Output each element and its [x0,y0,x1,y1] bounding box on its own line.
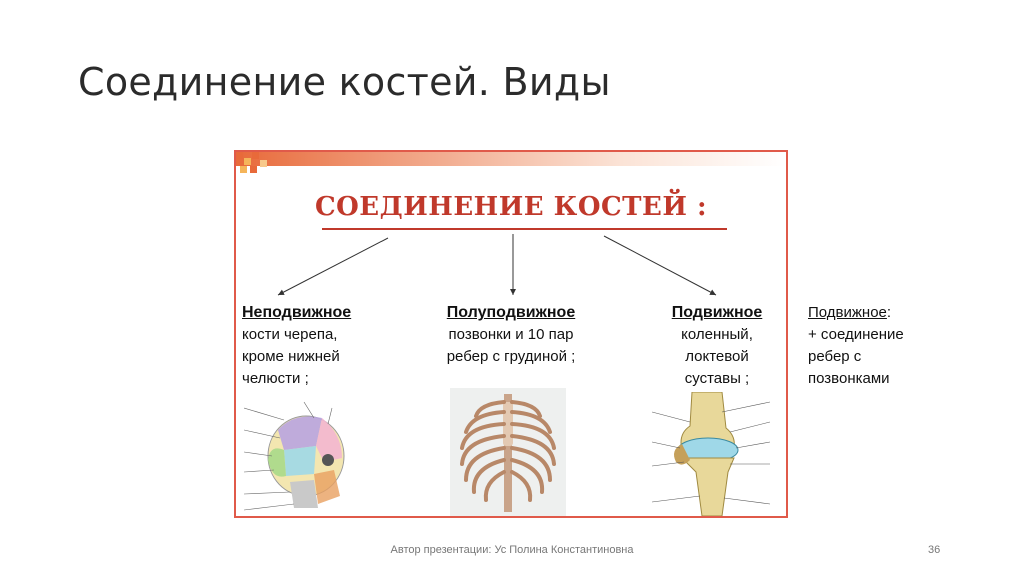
joint-type-immovable [242,302,351,390]
side-note [808,302,904,390]
joint-type-line: позвонки и 10 пар [448,326,574,343]
side-note-line: + соединение [808,326,904,343]
panel-heading: СОЕДИНЕНИЕ КОСТЕЙ : [314,192,708,222]
side-note-line: ребер с [808,348,862,365]
joint-type-line: суставы ; [684,370,750,387]
knee-joint-illustration [652,392,770,518]
page-number: 36 [928,544,941,556]
skull-illustration [244,400,354,516]
joint-type-movable [656,302,778,390]
joint-type-title: Полуподвижное [446,304,576,321]
arrow-left [278,238,388,295]
joint-type-line: кости черепа, [242,326,338,343]
joint-type-line: локтевой [685,348,749,365]
slide-title: Соединение костей. Виды [78,60,611,104]
bone-joints-panel [234,150,788,518]
side-note-colon: : [886,304,892,321]
joint-type-line: челюсти ; [242,370,309,387]
joint-type-semimovable [426,302,596,368]
footer-author: Автор презентации: Ус Полина Константиновна [390,544,634,556]
side-note-line: позвонками [808,370,890,387]
joint-type-line: кроме нижней [242,348,340,365]
joint-type-line: коленный, [681,326,753,343]
arrow-right [604,236,716,295]
joint-type-line: ребер с грудиной ; [446,348,576,365]
joint-type-title: Неподвижное [242,304,352,321]
joint-type-title: Подвижное [671,304,763,321]
ribcage-illustration [450,388,566,516]
side-note-title: Подвижное [808,304,887,321]
